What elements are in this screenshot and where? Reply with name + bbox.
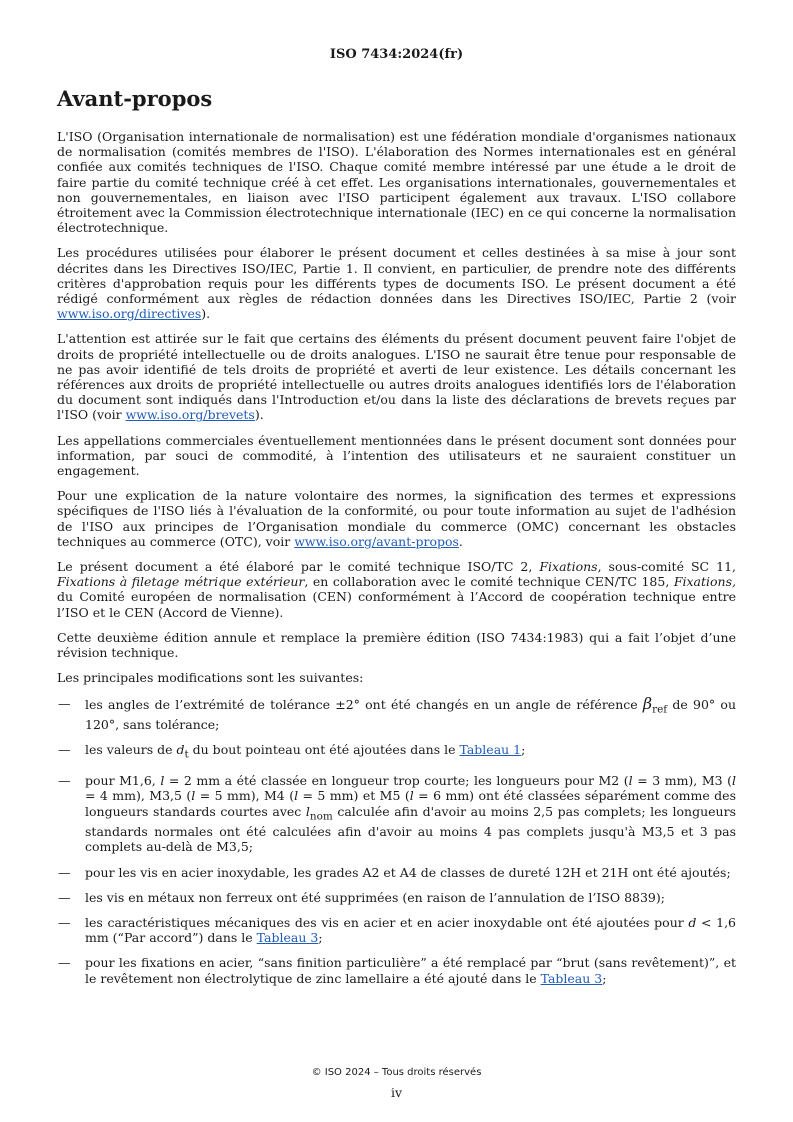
copyright-footer: © ISO 2024 – Tous droits réservés bbox=[311, 1067, 482, 1078]
paragraph-voluntary-nature: Pour une explication de la nature volontaire des normes, la signification des termes et expressions spécifiques de l'ISO liés à l'évaluation de la conformité, ou pour toute information au sujet de l'adhésion de l'ISO aux principes de l’Organisation mondiale du commerce (OMC) concernant les obstacles techniques au commerce (OTC), voir www.iso.org/avant-propos. bbox=[57, 488, 736, 549]
paragraph-procedures: Les procédures utilisées pour élaborer le présent document et celles destinées à sa mise à jour sont décrites dans les Directives ISO/IEC, Partie 1. Il convient, en particulier, de prendre note des différents critères d'approbation requis pour les différents types de documents ISO. Le présent document a été rédigé conformément aux règles de rédaction données dans les Directives ISO/IEC, Partie 2 (voir www.iso.org/directives). bbox=[57, 245, 736, 322]
list-item: — pour M1,6, l = 2 mm a été classée en longueur trop courte; les longueurs pour M2 (l = 3 mm), M3 (l = 4 mm), M3,5 (l = 5 mm), M4 (l = 5 mm) et M5 (l = 6 mm) ont été classées séparément comme des longueurs standards courtes avec $l_{nom}$ calculée afin d'avoir au moins 2,5 pas complets; les longueurs standards normales ont été calculées afin d'avoir au moins 4 pas complets jusqu'à M3,5 et 3 pas complets au-delà de M3,5; bbox=[58, 773, 737, 855]
link-tableau-3[interactable]: Tableau 3 bbox=[256, 930, 319, 946]
list-item: — les caractéristiques mécaniques des vis en acier et en acier inoxydable ont été ajoutées pour d < 1,6 mm (“Par accord”) dans le Tableau 3; bbox=[58, 915, 736, 946]
paragraph-committee: Le présent document a été élaboré par le comité technique ISO/TC 2, Fixations, sous-comité SC 11, Fixations à filetage métrique extérieur, en collaboration avec le comité technique CEN/TC 185, Fixations, du Comité européen de normalisation (CEN) conformément à l’Accord de coopération technique entre l’ISO et le CEN (Accord de Vienne). bbox=[57, 559, 736, 620]
link-brevets[interactable]: www.iso.org/brevets bbox=[125, 407, 255, 423]
foreword-body bbox=[57, 129, 736, 996]
page-number: iv bbox=[390, 1085, 403, 1100]
link-tableau-1[interactable]: Tableau 1 bbox=[459, 742, 522, 758]
list-item: — les vis en métaux non ferreux ont été supprimées (en raison de l’annulation de l’ISO 8839); bbox=[58, 889, 665, 905]
list-item: — les valeurs de $d_t$ du bout pointeau ont été ajoutées dans le Tableau 1; bbox=[58, 742, 526, 761]
list-item: — les angles de l’extrémité de tolérance ±2° ont été changés en un angle de référence $\beta_{ref}$ de 90° ou 120°, sans tolérance; bbox=[58, 693, 736, 733]
paragraph-patents: L'attention est attirée sur le fait que certains des éléments du présent document peuvent faire l'objet de droits de propriété intellectuelle ou de droits analogues. L'ISO ne saurait être tenue pour responsable de ne pas avoir identifié de tels droits de propriété et averti de leur existence. Les détails concernant les références aux droits de propriété intellectuelle ou autres droits analogues identifiés lors de l'élaboration du document sont indiqués dans l'Introduction et/ou dans la liste des déclarations de brevets reçues par l'ISO (voir www.iso.org/brevets). bbox=[57, 331, 736, 423]
link-avant-propos[interactable]: www.iso.org/avant-propos bbox=[294, 533, 459, 549]
list-item: — pour les vis en acier inoxydable, les grades A2 et A4 de classes de dureté 12H et 21H ont été ajoutés; bbox=[58, 864, 731, 880]
changes-list bbox=[57, 693, 737, 986]
list-item: — pour les fixations en acier, “sans finition particulière” a été remplacé par “brut (sans revêtement)”, et le revêtement non électrolytique de zinc lamellaire a été ajouté dans le Tableau 3; bbox=[58, 955, 736, 986]
paragraph-iso-intro: L'ISO (Organisation internationale de normalisation) est une fédération mondiale d'organismes nationaux de normalisation (comités membres de l'ISO). L'élaboration des Normes internationales est en général confiée aux comités techniques de l'ISO. Chaque comité membre intéressé par une étude a le droit de faire partie du comité technique créé à cet effet. Les organisations internationales, gouvernementales et non gouvernementales, en liaison avec l'ISO participent également aux travaux. L'ISO collabore étroitement avec la Commission électrotechnique internationale (IEC) en ce qui concerne la normalisation électrotechnique. bbox=[57, 129, 736, 236]
link-tableau-3[interactable]: Tableau 3 bbox=[540, 970, 603, 986]
page-title: Avant-propos bbox=[57, 86, 213, 111]
document-header: ISO 7434:2024(fr) bbox=[329, 47, 464, 62]
link-directives[interactable]: www.iso.org/directives bbox=[57, 306, 202, 322]
paragraph-trade-names: Les appellations commerciales éventuellement mentionnées dans le présent document sont données pour information, par souci de commodité, à l’intention des utilisateurs et ne sauraient constituer un engagement. bbox=[57, 432, 736, 479]
paragraph-edition: Cette deuxième édition annule et remplace la première édition (ISO 7434:1983) qui a fait l’objet d’une révision technique. bbox=[57, 629, 736, 661]
paragraph-changes-intro: Les principales modifications sont les suivantes: bbox=[57, 670, 364, 686]
